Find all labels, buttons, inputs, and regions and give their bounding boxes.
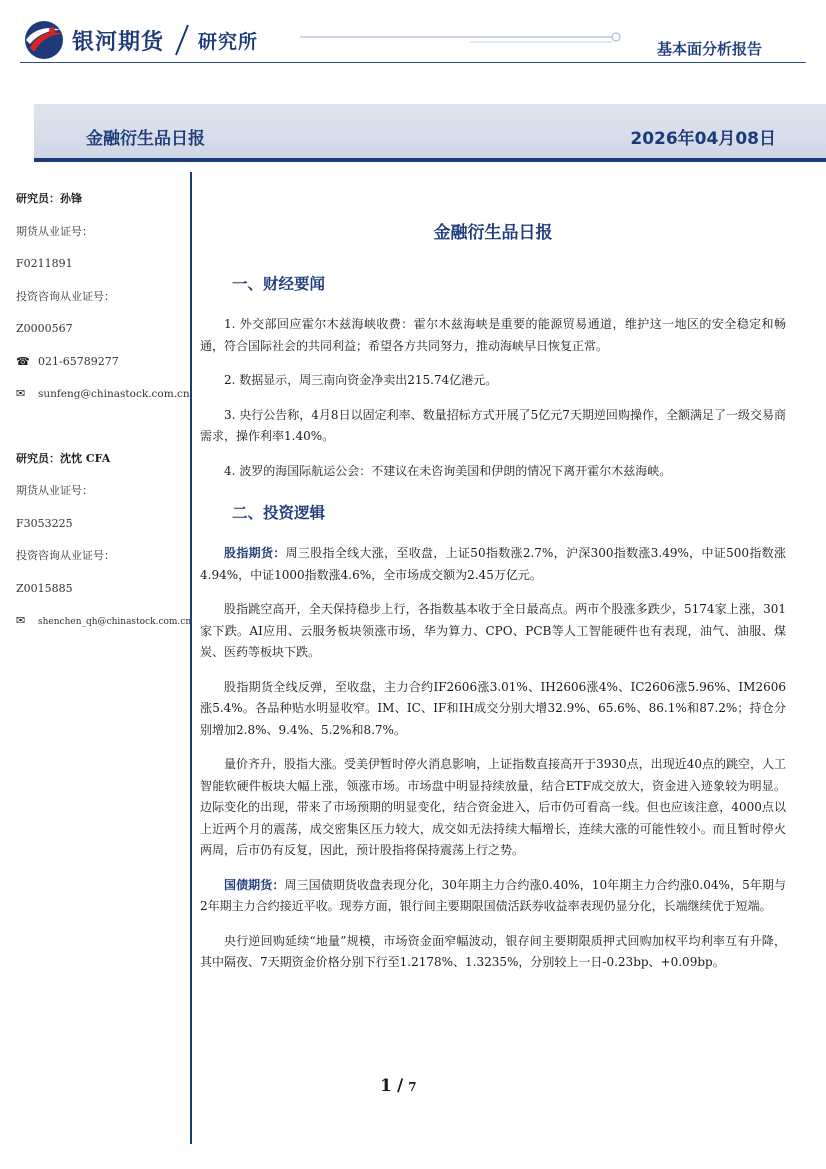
analysis-paragraph: 量价齐升，股指大涨。受美伊暂时停火消息影响，上证指数直接高开于3930点，出现近40点的跳空，人工智能软硬件板块大幅上涨，领涨市场。市场盘中明显持续放量，结合ETF成交放大，资金进入迹象较为明显。边际变化的出现，带来了市场预期的明显变化，结合资金进入，后市仍可看高一线。但也应该注意，4000点以上近两个月的震荡，成交密集区压力较大，成交如无法持续大幅增长，连续大涨的可能性较小。而且暂时停火两周，后市仍有反复，因此，预计股指将保持震荡上行之势。 (200, 757, 787, 857)
treasury-futures-text: 周三国债期货收盘表现分化，30年期主力合约涨0.40%，10年期主力合约涨0.04%，5年期与2年期主力合约接近平收。现券方面，银行间主要期限国债活跃券收益率表现仍显分化，长端继续优于短端。 (200, 877, 786, 913)
sidebar (16, 190, 192, 645)
advisory-cert-number: Z0015885 (16, 581, 73, 595)
report-type: 基本面分析报告 (656, 40, 762, 58)
galaxy-logo-icon (20, 18, 68, 62)
advisory-cert-label: 投资咨询从业证号： (16, 549, 115, 562)
advisory-cert-label: 投资咨询从业证号： (16, 289, 115, 303)
page-total: 7 (408, 1080, 417, 1094)
researcher-name: 研究员：沈忱 CFA (16, 451, 111, 465)
news-item: 3. 央行公告称，4月8日以固定利率、数量招标方式开展了5亿元7天期逆回购操作，全额满足了一级交易商需求，操作利率1.40%。 (200, 407, 786, 443)
treasury-futures-label: 国债期货： (224, 877, 285, 892)
email-link[interactable]: sunfeng@chinastock.com.cn (38, 388, 190, 400)
stock-index-futures-text: 周三股指全线大涨，至收盘，上证50指数涨2.7%，沪深300指数涨3.49%，中证500指数涨4.94%，中证1000指数涨4.6%，全市场成交额为2.45万亿元。 (200, 546, 786, 582)
phone-number: 021-65789277 (38, 354, 119, 368)
phone-icon: ☎ (16, 354, 30, 368)
stock-index-futures-label: 股指期货： (224, 546, 286, 560)
sidebar-divider (190, 172, 192, 1144)
slash-divider-icon (172, 23, 192, 57)
treasury-futures-paragraph (200, 875, 786, 918)
news-item: 4. 波罗的海国际航运公会：不建议在未咨询美国和伊朗的情况下离开霍尔木兹海峡。 (224, 463, 672, 478)
header-rule (20, 62, 806, 63)
analysis-paragraph: 股指跳空高开，全天保持稳步上行，各指数基本收于全日最高点。两市个股涨多跌少，5174家上涨，301家下跌。AI应用、云服务板块领涨市场，华为算力、CPO、PCB等人工智能硬件也有表现，油气、油服、煤炭、医药等板块下跌。 (200, 602, 786, 659)
email-link[interactable]: shenchen_qh@chinastock.com.cn (38, 617, 192, 627)
title-bar-label: 金融衍生品日报 (86, 129, 205, 149)
document-title: 金融衍生品日报 (433, 223, 553, 243)
page-current: 1 (380, 1076, 392, 1096)
email-icon: ✉ (16, 614, 26, 627)
email-icon: ✉ (16, 387, 26, 400)
stock-index-futures-paragraph (200, 543, 786, 586)
division-name: 研究所 (198, 30, 259, 53)
analysis-paragraph: 央行逆回购延续“地量”规模，市场资金面窄幅波动，银存间主要期限质押式回购加权平均利率互有升降，其中隔夜、7天期资金价格分别下行至1.2178%、1.3235%，分别较上一日-0.23bp、+0.09bp。 (200, 933, 786, 969)
researcher-name: 研究员：孙锋 (16, 192, 82, 205)
futures-cert-number: F3053225 (16, 516, 73, 530)
news-item: 2. 数据显示，周三南向资金净卖出215.74亿港元。 (224, 373, 498, 387)
title-bar-underline (34, 158, 826, 162)
section-heading-news: 一、财经要闻 (232, 275, 326, 293)
futures-cert-label: 期货从业证号： (16, 224, 93, 238)
email-row (16, 612, 192, 645)
company-logo (20, 18, 258, 62)
futures-cert-label: 期货从业证号： (16, 484, 93, 497)
advisory-cert-number: Z0000567 (16, 322, 73, 335)
news-item: 1. 外交部回应霍尔木兹海峡收费：霍尔木兹海峡是重要的能源贸易通道，维护这一地区的安全稳定和畅通，符合国际社会的共同利益；希望各方共同努力，推动海峡早日恢复正常。 (200, 317, 786, 353)
analysis-paragraph: 股指期货全线反弹，至收盘，主力合约IF2606涨3.01%、IH2606涨4%、IC2606涨5.96%、IM2606涨5.4%。各品种贴水明显收窄。IM、IC、IF和IH成交分别大增32.9%、65.6%、86.1%和87.2%；持仓分别增加2.8%、9.4%、5.2%和8.7%。 (200, 679, 786, 737)
page-number (380, 1076, 460, 1096)
phone-row (16, 353, 188, 386)
section-heading-logic: 二、投资逻辑 (232, 504, 326, 522)
header-decoration (300, 26, 630, 48)
page-separator: / (396, 1076, 404, 1096)
futures-cert-number: F0211891 (16, 257, 73, 270)
brand-name: 银河期货 (72, 29, 165, 55)
report-date: 2026年04月08日 (630, 129, 776, 149)
main-content (200, 218, 786, 987)
email-row (16, 385, 188, 418)
